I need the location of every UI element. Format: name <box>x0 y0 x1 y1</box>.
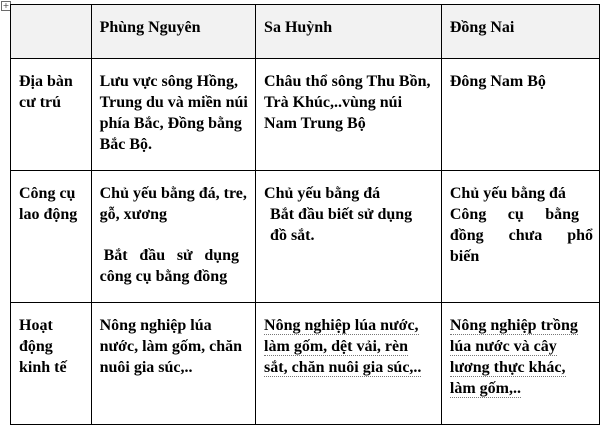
cell-phung-nguyen-economy: Nông nghiệp lúa nước, làm gốm, chăn nuôi gia súc,.. <box>91 303 255 425</box>
table-move-handle-icon[interactable]: + <box>2 1 10 10</box>
row-label-economy: Hoạt động kinh tế <box>11 303 92 425</box>
header-corner-cell <box>11 5 92 59</box>
phung-nguyen-tools-bronze-line1: Bắt đầu sử dụng <box>103 247 240 264</box>
cell-dong-nai-residence: Đông Nam Bộ <box>441 59 599 171</box>
sa-huynh-economy-text: Nông nghiệp lúa nước, làm gốm, dệt vải, rèn sắt, chăn nuôi gia súc,.. <box>264 317 422 376</box>
cell-dong-nai-tools <box>441 171 599 303</box>
table-row <box>11 59 600 171</box>
cell-dong-nai-economy <box>441 303 599 425</box>
cell-sa-huynh-economy <box>256 303 442 425</box>
phung-nguyen-tools-bronze-line2: công cụ bằng đồng <box>99 268 228 285</box>
dong-nai-economy-text: Nông nghiệp trồng lúa nước và cây lương thực khác, làm gốm,.. <box>449 317 578 397</box>
dong-nai-tools-bronze-line1: Công cụ bằng <box>449 206 579 223</box>
dong-nai-tools-bronze-line2: đồng chưa phổ <box>449 227 593 244</box>
phung-nguyen-tools-main: Chủ yếu bằng đá, tre, gỗ, xương <box>99 185 247 223</box>
header-dong-nai: Đồng Nai <box>441 5 599 59</box>
header-phung-nguyen: Phùng Nguyên <box>91 5 255 59</box>
table-header-row <box>11 5 600 59</box>
comparison-table <box>10 4 600 425</box>
dong-nai-tools-main: Chủ yếu bằng đá <box>449 185 566 202</box>
sa-huynh-tools-main: Chủ yếu bằng đá <box>264 185 381 202</box>
row-label-tools: Công cụ lao động <box>11 171 92 303</box>
table-row <box>11 171 600 303</box>
cell-sa-huynh-residence: Châu thổ sông Thu Bồn, Trà Khúc,..vùng núi Nam Trung Bộ <box>256 59 442 171</box>
sa-huynh-tools-iron-line2: đồ sắt. <box>270 227 315 244</box>
cell-phung-nguyen-tools <box>91 171 255 303</box>
table-row <box>11 303 600 425</box>
row-label-residence: Địa bàn cư trú <box>11 59 92 171</box>
cell-sa-huynh-tools <box>256 171 442 303</box>
cell-phung-nguyen-residence: Lưu vực sông Hồng, Trung du và miền núi phía Bắc, Đồng bằng Bắc Bộ. <box>91 59 255 171</box>
dong-nai-tools-bronze-line3: biến <box>449 248 480 265</box>
sa-huynh-tools-iron-line1: Bắt đầu biết sử dụng <box>270 206 413 223</box>
header-sa-huynh: Sa Huỳnh <box>256 5 442 59</box>
